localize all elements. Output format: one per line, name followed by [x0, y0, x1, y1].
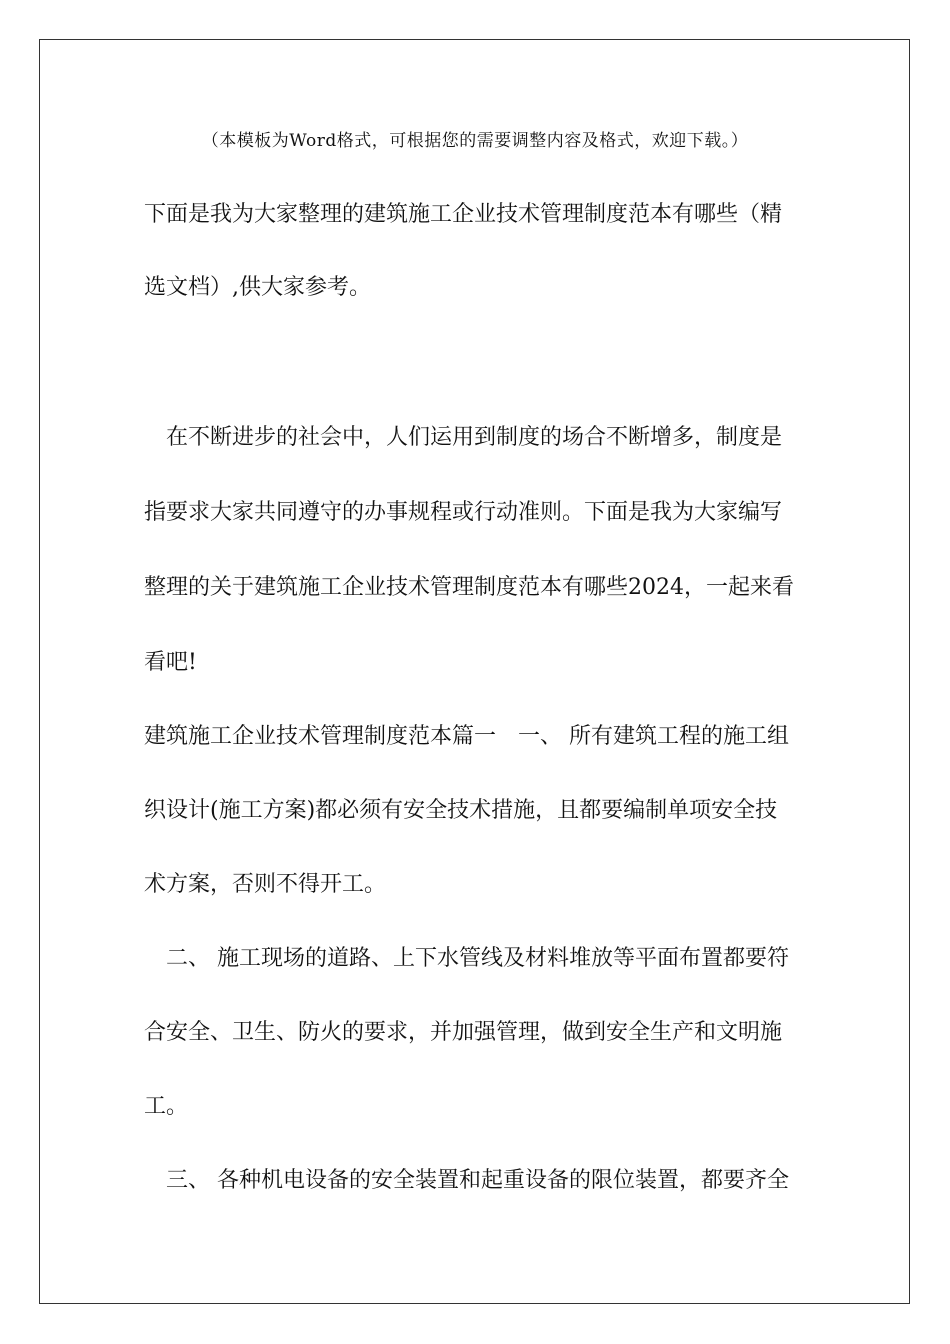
body-line: 二、 施工现场的道路、上下水管线及材料堆放等平面布置都要符	[144, 946, 789, 971]
body-line: 整理的关于建筑施工企业技术管理制度范本有哪些2024，一起来看	[144, 575, 794, 600]
body-line: 三、 各种机电设备的安全装置和起重设备的限位装置，都要齐全	[144, 1168, 789, 1193]
body-line: 选文档）,供大家参考。	[144, 275, 371, 300]
body-line: 合安全、卫生、防火的要求，并加强管理，做到安全生产和文明施	[144, 1020, 783, 1045]
body-line: 建筑施工企业技术管理制度范本篇一 一、 所有建筑工程的施工组	[144, 724, 789, 749]
template-note: （本模板为Word格式，可根据您的需要调整内容及格式，欢迎下载。）	[201, 131, 749, 151]
body-line: 看吧!	[144, 650, 197, 675]
body-line: 下面是我为大家整理的建筑施工企业技术管理制度范本有哪些（精	[144, 202, 783, 227]
body-line: 工。	[144, 1094, 189, 1119]
body-line: 在不断进步的社会中，人们运用到制度的场合不断增多，制度是	[144, 425, 783, 450]
body-line: 术方案，否则不得开工。	[144, 872, 387, 897]
body-line: 指要求大家共同遵守的办事规程或行动准则。下面是我为大家编写	[144, 500, 783, 525]
body-line: 织设计(施工方案)都必须有安全技术措施，且都要编制单项安全技	[144, 798, 778, 823]
